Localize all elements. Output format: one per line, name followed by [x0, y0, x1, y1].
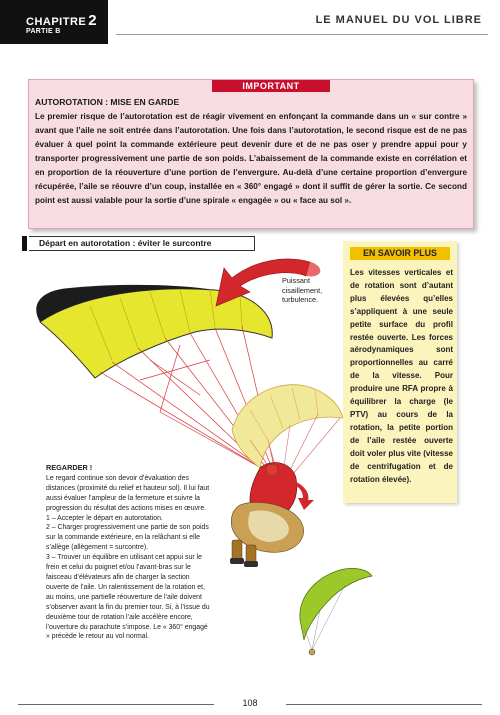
- important-band: IMPORTANT: [212, 80, 330, 92]
- wing-yellow-light: [232, 385, 343, 468]
- regarder-step-2: 2 – Charger progressivement une partie de son poids sur la commande extérieure, en la relâchant si elle s’allège (allègement = surcontre).: [46, 524, 209, 552]
- important-heading: AUTOROTATION : MISE EN GARDE: [35, 97, 180, 107]
- turbulence-callout: Puissant cisaillement, turbulence.: [282, 276, 323, 304]
- pilot: [230, 463, 304, 567]
- caption-marker: [22, 236, 27, 251]
- regarder-section: [46, 463, 213, 642]
- book-title: LE MANUEL DU VOL LIBRE: [315, 14, 482, 26]
- sidebar-body: Les vitesses verticales et de rotation sont d’autant plus élevées qu’elles s’appliquent à une seule petite surface du profil restée ouverte. Les forces aérodynamiques sont proportionnelles au carré de la vitesse. Pour produire une RFA propre à équilibrer la charge (le PTV) au cours de la rotation, la petite portion de l’aile restée ouverte doit voler plus vite (vitesse de centrifugation et de rotation élevée).: [350, 268, 453, 484]
- regarder-title: REGARDER !: [46, 463, 93, 472]
- wing-green-small: [300, 568, 372, 640]
- page-number: 108: [242, 698, 258, 708]
- figure-caption: Départ en autorotation : éviter le surcontre: [29, 236, 255, 251]
- regarder-step-1: 1 – Accepter le départ en autorotation.: [46, 514, 163, 522]
- part-label: PARTIE B: [26, 28, 61, 35]
- small-pilot: [309, 649, 315, 655]
- regarder-step-3: 3 – Trouver un équilibre en utilisant cet appui sur le frein et celui du poignet et/ou l’avant-bras sur le faisceau d’élévateurs afin de charger la section ouverte de l’aile. Un ralentissement de la rotation et, au moins, une partielle réouverture de l’aile doivent s’observer avant la fin du premier tour. Si, à l’issue du deuxième tour de rotation l’aile accélère encore, l’ouverture du parachute s’impose. Le « 360° engagé » précède le retour au vol normal.: [46, 554, 210, 641]
- regarder-intro: Le regard continue son devoir d’évaluation des distances (proximité du relief et hauteur sol). Il lui faut aussi évaluer l’ampleur de la fermeture et suivre la progression du résultat des actions mises en œuvre.: [46, 474, 210, 512]
- weight-shift-arrow: [296, 482, 314, 510]
- footer-rule-left: [18, 704, 214, 705]
- chapter-number: 2: [88, 12, 98, 29]
- important-body: Le premier risque de l’autorotation est de réagir vivement en enfonçant la commande dans un « sur contre » avant que l’aile ne soit entrée dans l’autorotation. Une fois dans l’autorotation, le second risque est de ne pas évaluer à quel point la commande extérieure peut devenir dure et de ne pas oser y prendre appui pour y transporter progressivement une partie de son poids. L’abaissement de la commande existe en corrélation et en proportion de la réouverture d’une portion de l’envergure. Au-delà d’une certaine proportion d’envergure récupérée, l’aile se réouvre d’un coup, installée en « 360° engagé » dont il suffit de gérer la sortie. Ce second point est aussi valable pour la sortie d’une spirale « engagée » ou « face au sol ».: [35, 112, 467, 205]
- chapter-label: CHAPITRE 2: [26, 12, 98, 29]
- learn-more-sidebar: [343, 241, 457, 503]
- footer-rule-right: [286, 704, 482, 705]
- sidebar-band: EN SAVOIR PLUS: [350, 247, 450, 260]
